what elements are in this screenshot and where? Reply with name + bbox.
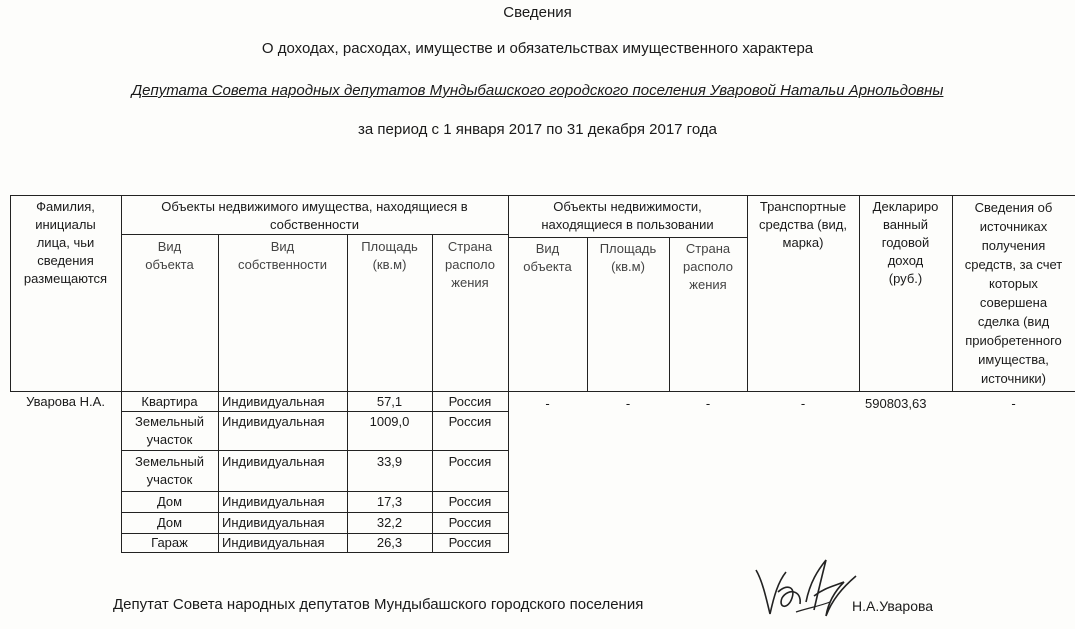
property-type: Гараж <box>151 535 188 550</box>
subheader-used-area: Площадь (кв.м) <box>599 241 657 274</box>
property-type: Земельный участок <box>135 454 204 487</box>
property-area: 32,2 <box>376 515 403 530</box>
transport-value: - <box>800 396 806 411</box>
signatory-position: Депутат Совета народных депутатов Мундыбашского городского поселения <box>113 596 644 613</box>
used-type-value: - <box>545 396 550 411</box>
property-type: Земельный участок <box>135 414 204 447</box>
property-ownership: Индивидуальная <box>222 454 325 469</box>
subheader-owned-ownership: Вид собственности <box>238 239 327 272</box>
property-country: Россия <box>448 515 492 530</box>
col-header-income: Деклариро ванный годовой доход (руб.) <box>872 199 939 286</box>
property-type: Дом <box>156 494 183 509</box>
property-country: Россия <box>448 494 492 509</box>
property-area: 1009,0 <box>369 414 410 429</box>
subheader-owned-area: Площадь (кв.м) <box>361 239 418 272</box>
col-header-sources: Сведения об источниках получения средств, за счет которых совершена сделка (вид приобретенного имущества, источники) <box>964 200 1063 386</box>
deputy-name-line: Депутата Совета народных депутатов Мундыбашского городского поселения Уваровой Натальи Арнольдовны <box>131 82 944 99</box>
property-area: 33,9 <box>376 454 403 469</box>
property-area: 26,3 <box>376 535 403 550</box>
subheader-owned-type: Вид объекта <box>145 239 194 272</box>
property-ownership: Индивидуальная <box>222 535 325 550</box>
document-title: Сведения <box>503 4 572 21</box>
col-header-name: Фамилия, инициалы лица, чьи сведения размещаются <box>23 199 108 286</box>
property-country: Россия <box>448 454 492 469</box>
document-subtitle: О доходах, расходах, имуществе и обязательствах имущественного характера <box>261 40 814 57</box>
property-type: Дом <box>156 515 183 530</box>
used-country-value: - <box>705 396 711 411</box>
col-header-transport: Транспортные средства (вид, марка) <box>758 199 847 250</box>
income-value: 590803,63 <box>865 396 927 411</box>
property-country: Россия <box>448 394 492 409</box>
sources-value: - <box>1011 396 1016 411</box>
subheader-owned-country: Страна располо жения <box>445 239 495 290</box>
property-type: Квартира <box>141 394 198 409</box>
used-area-value: - <box>625 396 631 411</box>
property-country: Россия <box>448 535 492 550</box>
period-line: за период с 1 января 2017 по 31 декабря 2017 года <box>358 121 717 138</box>
property-area: 17,3 <box>376 494 403 509</box>
property-ownership: Индивидуальная <box>222 394 325 409</box>
group-header-used: Объекты недвижимости, находящиеся в пользовании <box>541 199 714 232</box>
property-country: Россия <box>448 414 492 429</box>
person-name: Уварова Н.А. <box>26 394 105 409</box>
subheader-used-type: Вид объекта <box>523 241 572 274</box>
handwritten-signature <box>748 552 858 627</box>
property-area: 57,1 <box>376 394 403 409</box>
signatory-name: Н.А.Уварова <box>852 598 934 614</box>
property-ownership: Индивидуальная <box>222 414 325 429</box>
property-ownership: Индивидуальная <box>222 515 325 530</box>
subheader-used-country: Страна располо жения <box>683 241 733 292</box>
property-ownership: Индивидуальная <box>222 494 325 509</box>
group-header-owned: Объекты недвижимого имущества, находящиеся в собственности <box>161 199 468 232</box>
